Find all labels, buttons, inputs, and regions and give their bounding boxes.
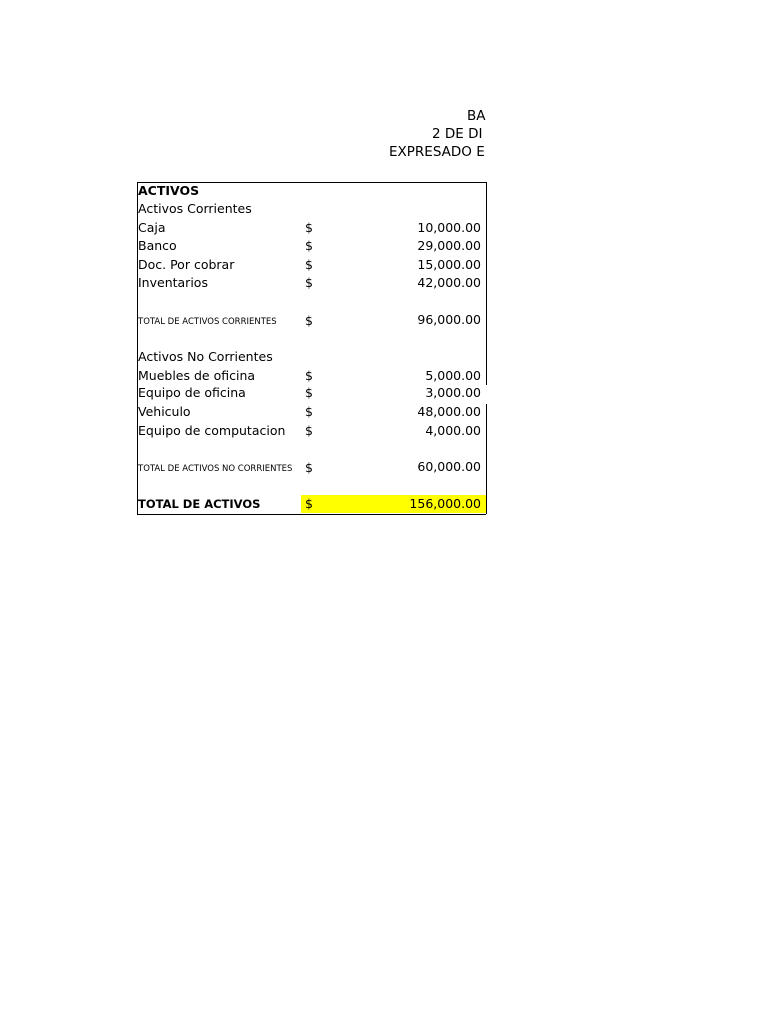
item-amount: 42,000.00: [417, 275, 481, 290]
table-row: [138, 367, 486, 385]
currency-symbol: $: [305, 460, 313, 475]
currency-symbol: $: [305, 496, 313, 511]
currency-symbol: $: [305, 238, 313, 253]
report-title-line-1: BA: [467, 108, 486, 124]
subsection-row-current: [138, 200, 486, 218]
currency-symbol: $: [305, 313, 313, 328]
item-label: Equipo de computacion: [138, 423, 286, 438]
report-title-line-3: EXPRESADO E: [389, 144, 485, 160]
currency-symbol: $: [305, 368, 313, 383]
table-row: [138, 256, 486, 274]
currency-symbol: $: [305, 220, 313, 235]
item-amount: 5,000.00: [425, 368, 481, 383]
noncurrent-total-label: TOTAL DE ACTIVOS NO CORRIENTES: [138, 464, 293, 474]
currency-symbol: $: [305, 275, 313, 290]
table-row: [138, 403, 486, 421]
item-label: Doc. Por cobrar: [138, 257, 235, 272]
currency-symbol: $: [305, 423, 313, 438]
item-amount: 4,000.00: [425, 423, 481, 438]
table-right-border-bottom: [486, 404, 487, 514]
noncurrent-total-row: [138, 459, 486, 477]
item-amount: 29,000.00: [417, 238, 481, 253]
table-right-border-top: [486, 182, 487, 385]
subsection-row-noncurrent: [138, 348, 486, 366]
current-assets-title: Activos Corrientes: [138, 201, 252, 216]
table-row: [138, 274, 486, 292]
item-label: Muebles de oficina: [138, 368, 256, 383]
noncurrent-total-amount: 60,000.00: [417, 459, 481, 474]
currency-symbol: $: [305, 404, 313, 419]
grand-total-label: TOTAL DE ACTIVOS: [138, 497, 261, 511]
item-label: Inventarios: [138, 275, 208, 290]
item-amount: 15,000.00: [417, 257, 481, 272]
section-row-activos: [138, 182, 486, 200]
noncurrent-assets-title: Activos No Corrientes: [138, 349, 273, 364]
item-label: Vehiculo: [138, 404, 191, 419]
current-total-label: TOTAL DE ACTIVOS CORRIENTES: [138, 317, 277, 327]
current-total-row: [138, 312, 486, 330]
item-amount: 48,000.00: [417, 404, 481, 419]
table-row: [138, 237, 486, 255]
table-row: [138, 219, 486, 237]
item-label: Caja: [138, 220, 166, 235]
item-label: Banco: [138, 238, 177, 253]
current-total-amount: 96,000.00: [417, 312, 481, 327]
grand-total-amount: 156,000.00: [409, 496, 481, 511]
item-amount: 10,000.00: [417, 220, 481, 235]
table-row: [138, 422, 486, 440]
table-row: [138, 384, 486, 402]
item-amount: 3,000.00: [425, 385, 481, 400]
report-title-line-2: 2 DE DI: [432, 126, 483, 142]
currency-symbol: $: [305, 257, 313, 272]
grand-total-row: [138, 495, 486, 513]
currency-symbol: $: [305, 385, 313, 400]
section-title: ACTIVOS: [138, 183, 200, 198]
item-label: Equipo de oficina: [138, 385, 246, 400]
